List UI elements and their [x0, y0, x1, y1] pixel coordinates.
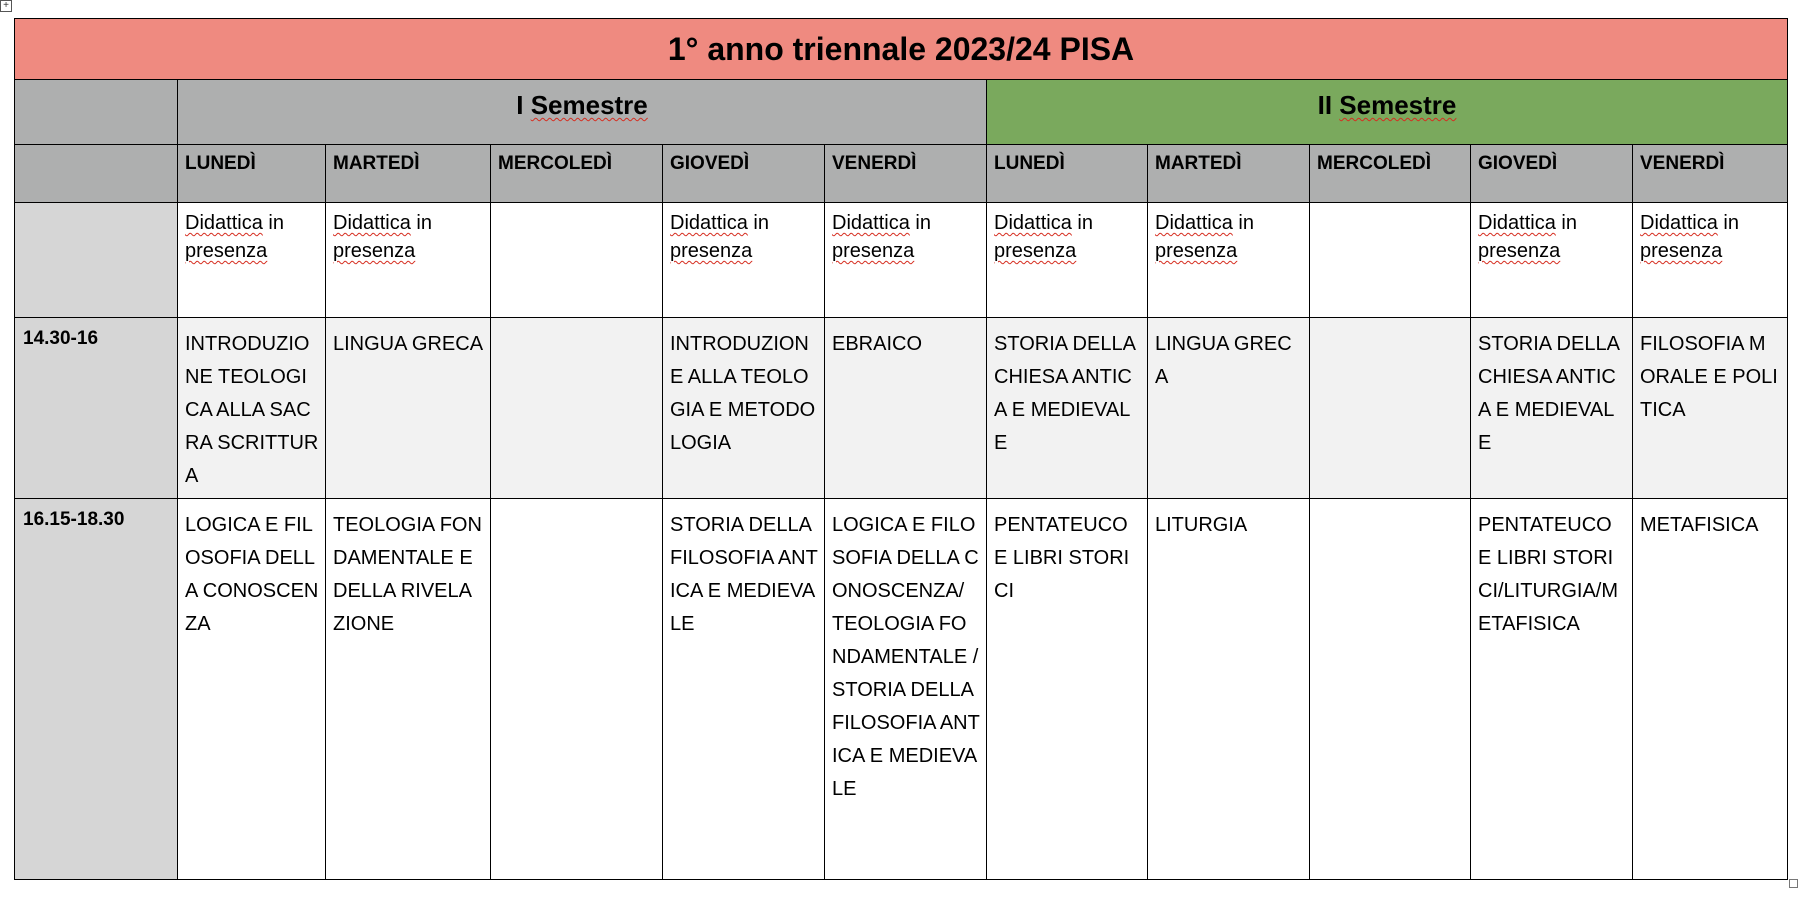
day-header: LUNEDÌ [987, 145, 1148, 203]
table-move-handle-icon[interactable]: + [0, 0, 12, 12]
mode-cell-empty [491, 203, 663, 318]
spellcheck-word: Semestre [530, 90, 648, 120]
spellcheck-word: Semestre [1339, 90, 1457, 120]
course-cell: METAFISICA [1633, 499, 1788, 880]
time-slot-label: 16.15-18.30 [15, 499, 178, 880]
course-cell [491, 318, 663, 499]
course-cell: FILOSOFIA MORALE E POLITICA [1633, 318, 1788, 499]
course-cell: LINGUA GRECA [326, 318, 491, 499]
mode-cell: Didattica in presenza [663, 203, 825, 318]
schedule-table [14, 18, 1788, 880]
day-header: VENERDÌ [1633, 145, 1788, 203]
mode-time-cell [15, 203, 178, 318]
course-cell: PENTATEUCO E LIBRI STORICI [987, 499, 1148, 880]
course-cell [1310, 499, 1471, 880]
course-cell [491, 499, 663, 880]
page-title [15, 19, 1788, 80]
semester-corner-cell [15, 80, 178, 145]
mode-cell: Didattica in presenza [1633, 203, 1788, 318]
course-cell: STORIA DELLA CHIESA ANTICA E MEDIEVALE [1471, 318, 1633, 499]
course-cell: LITURGIA [1148, 499, 1310, 880]
day-corner-cell [15, 145, 178, 203]
mode-cell: Didattica in presenza [825, 203, 987, 318]
day-header: GIOVEDÌ [663, 145, 825, 203]
table-resize-handle-icon[interactable] [1789, 879, 1798, 888]
course-cell: TEOLOGIA FONDAMENTALE E DELLA RIVELAZIONE [326, 499, 491, 880]
mode-cell: Didattica in presenza [326, 203, 491, 318]
title-text: 1° anno triennale 2023/24 PISA [667, 30, 1135, 67]
course-cell: PENTATEUCO E LIBRI STORICI/LITURGIA/METAFISICA [1471, 499, 1633, 880]
mode-cell: Didattica in presenza [1471, 203, 1633, 318]
table-row [15, 318, 1788, 499]
time-slot-label: 14.30-16 [15, 318, 178, 499]
day-header: MERCOLEDÌ [491, 145, 663, 203]
day-header: LUNEDÌ [178, 145, 326, 203]
course-cell: LINGUA GRECA [1148, 318, 1310, 499]
semester-2-header: II Semestre [987, 80, 1788, 145]
mode-row [15, 203, 1788, 318]
day-header: VENERDÌ [825, 145, 987, 203]
table-row [15, 499, 1788, 880]
course-cell: LOGICA E FILOSOFIA DELLA CONOSCENZA/ TEOLOGIA FONDAMENTALE / STORIA DELLA FILOSOFIA ANTICA E MEDIEVALE [825, 499, 987, 880]
course-cell: EBRAICO [825, 318, 987, 499]
day-header: GIOVEDÌ [1471, 145, 1633, 203]
semester-1-header: I Semestre [178, 80, 987, 145]
mode-cell: Didattica in presenza [1148, 203, 1310, 318]
day-header-row [15, 145, 1788, 203]
mode-cell: Didattica in presenza [178, 203, 326, 318]
course-cell: INTRODUZIONE ALLA TEOLOGIA E METODOLOGIA [663, 318, 825, 499]
course-cell [1310, 318, 1471, 499]
day-header: MARTEDÌ [326, 145, 491, 203]
course-cell: LOGICA E FILOSOFIA DELLA CONOSCENZA [178, 499, 326, 880]
day-header: MARTEDÌ [1148, 145, 1310, 203]
course-cell: STORIA DELLA FILOSOFIA ANTICA E MEDIEVALE [663, 499, 825, 880]
day-header: MERCOLEDÌ [1310, 145, 1471, 203]
course-cell: STORIA DELLA CHIESA ANTICA E MEDIEVALE [987, 318, 1148, 499]
mode-cell-empty [1310, 203, 1471, 318]
course-cell: INTRODUZIONE TEOLOGICA ALLA SACRA SCRITTURA [178, 318, 326, 499]
mode-cell: Didattica in presenza [987, 203, 1148, 318]
